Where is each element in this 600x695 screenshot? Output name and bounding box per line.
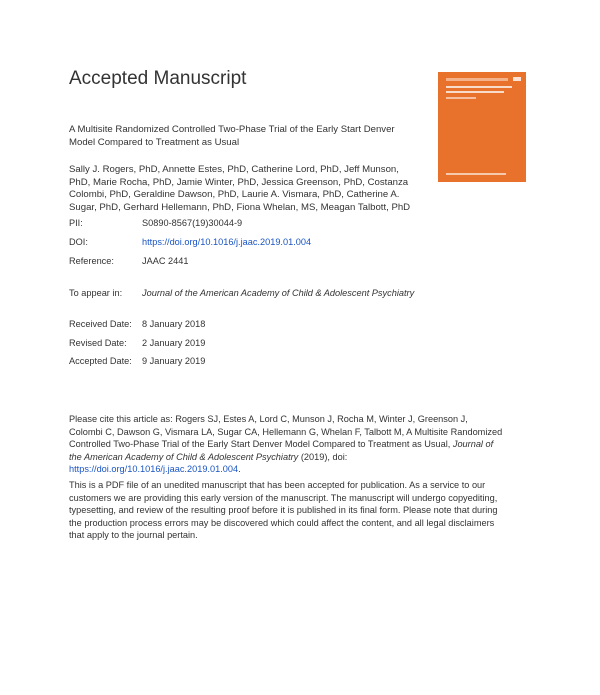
- pii-value: S0890-8567(19)30044-9: [142, 218, 243, 228]
- appear-label: To appear in:: [69, 288, 123, 298]
- citation-suffix: .: [238, 464, 241, 474]
- author-list: Sally J. Rogers, PhD, Annette Estes, PhD, Catherine Lord, PhD, Jeff Munson, PhD, Marie Rocha, PhD, Jamie Winter, PhD, Jessica Greenson, PhD, Costanza Colombi, PhD, Geraldine Dawson, PhD, Laurie A. Vismara, PhD, Catherine A. Sugar, PhD, Gerhard Hellemann, PhD, Fiona Whelan, MS, Meagan Talbott, PhD: [69, 164, 411, 213]
- journal-cover-image: [438, 72, 526, 182]
- accepted-value: 9 January 2019: [142, 356, 206, 366]
- citation-middle: (2019), doi:: [298, 451, 348, 462]
- revised-value: 2 January 2019: [142, 338, 206, 348]
- received-value: 8 January 2018: [142, 319, 206, 329]
- accepted-label: Accepted Date:: [69, 356, 132, 366]
- citation-doi-link[interactable]: https://doi.org/10.1016/j.jaac.2019.01.004: [69, 464, 239, 474]
- citation-paragraph: [69, 413, 504, 476]
- page-heading: Accepted Manuscript: [69, 68, 247, 89]
- publication-notice: This is a PDF file of an unedited manuscript that has been accepted for publication. As a service to our customers we are providing this early version of the manuscript. The manuscript will undergo copyediting, typesetting, and review of the resulting proof before it is published in its final form. Please note that during the production process errors may be discovered which could affect the content, and all legal disclaimers that apply to the journal pertain.: [69, 480, 498, 540]
- revised-label: Revised Date:: [69, 338, 127, 348]
- citation-prefix: Please cite this article as: Rogers SJ, Estes A, Lord C, Munson J, Rocha M, Winter J, Greenson J, Colombi C, Dawson G, Vismara LA, Sugar CA, Hellemann G, Whelan F, Talbott M, A Multisite Randomized Controlled Two-Phase Trial of the Early Start Denver Model Compared to Treatment as Usual,: [69, 414, 503, 449]
- pii-label: PII:: [69, 218, 83, 228]
- received-label: Received Date:: [69, 319, 132, 329]
- journal-name: Journal of the American Academy of Child & Adolescent Psychiatry: [142, 288, 415, 298]
- reference-value: JAAC 2441: [142, 256, 189, 266]
- doi-link[interactable]: https://doi.org/10.1016/j.jaac.2019.01.004: [142, 237, 312, 247]
- article-title: A Multisite Randomized Controlled Two-Phase Trial of the Early Start Denver Model Compared to Treatment as Usual: [69, 124, 395, 148]
- citation-journal: Journal of the American Academy of Child & Adolescent Psychiatry: [69, 439, 494, 462]
- doi-label: DOI:: [69, 237, 88, 247]
- reference-label: Reference:: [69, 256, 114, 266]
